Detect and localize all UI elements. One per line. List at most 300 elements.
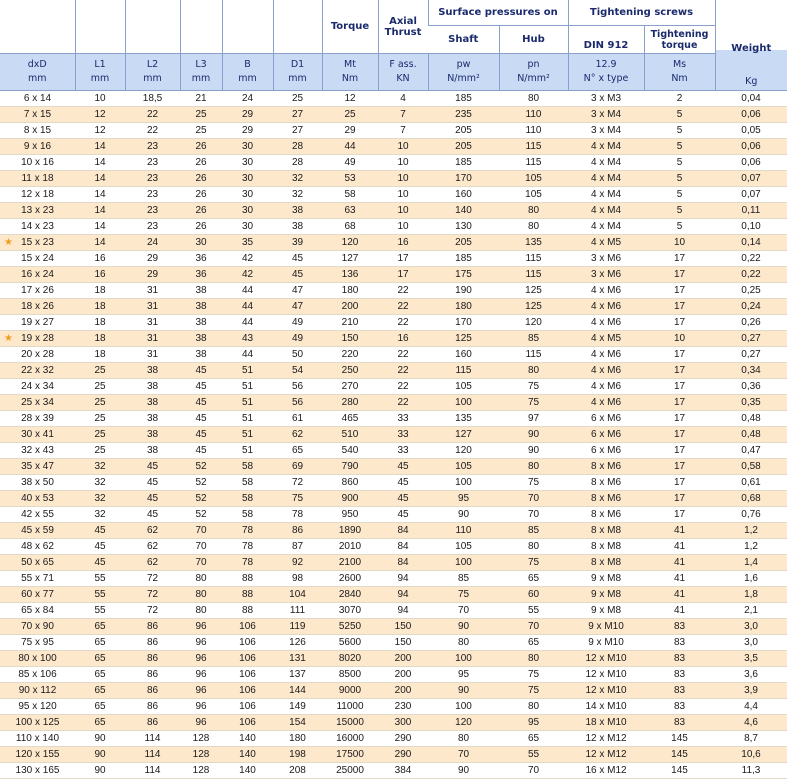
cell-value: 22: [397, 301, 409, 312]
table-row: [0, 715, 787, 731]
table-cell: [378, 667, 428, 683]
cell-value: 14: [94, 237, 106, 248]
cell-value: 17: [673, 365, 686, 376]
table-cell: [125, 219, 180, 235]
table-cell: [568, 571, 644, 587]
table-cell: [322, 555, 378, 571]
cell-value: 106: [239, 701, 256, 712]
column-unit: mm: [238, 73, 257, 84]
cell-value: 45 x 59: [21, 525, 54, 536]
cell-value: 0,27: [741, 333, 761, 344]
table-cell: [0, 235, 75, 251]
cell-value: 30: [241, 157, 254, 168]
column-name: Mt: [344, 59, 356, 70]
table-cell: [125, 187, 180, 203]
table-cell: [568, 555, 644, 571]
table-cell: [180, 91, 222, 107]
cell-value: 61: [291, 413, 304, 424]
cell-value: 120: [341, 237, 359, 248]
cell-value: 26: [195, 141, 207, 152]
cell-value: 19 x 28: [21, 333, 54, 344]
table-cell: [715, 283, 787, 299]
cell-value: 14: [94, 189, 106, 200]
cell-value: 85: [457, 573, 470, 584]
column-unit: Nm: [341, 73, 359, 84]
cell-value: 65: [94, 621, 106, 632]
cell-value: 27: [291, 109, 304, 120]
table-cell: [322, 331, 378, 347]
cell-value: 4: [400, 93, 406, 104]
cell-value: 47: [291, 285, 304, 296]
cell-value: 75: [527, 669, 540, 680]
table-cell: [715, 683, 787, 699]
cell-value: 45: [291, 253, 304, 264]
table-cell: [715, 427, 787, 443]
cell-value: 25: [195, 109, 207, 120]
table-cell: [0, 203, 75, 219]
cell-value: 106: [239, 637, 256, 648]
cell-value: 127: [455, 429, 472, 440]
cell-value: 96: [195, 653, 207, 664]
cell-value: 44: [241, 301, 254, 312]
table-cell: [0, 699, 75, 715]
cell-value: 5: [676, 221, 683, 232]
cell-value: 16: [94, 253, 106, 264]
cell-value: 4 x M6: [591, 381, 622, 392]
table-row: [0, 523, 787, 539]
table-cell: [273, 555, 322, 571]
table-cell: [428, 555, 499, 571]
table-cell: [125, 347, 180, 363]
cell-value: 80: [527, 541, 540, 552]
table-cell: [0, 523, 75, 539]
cell-value: 100: [455, 557, 472, 568]
cell-value: 185: [455, 157, 472, 168]
table-cell: [273, 251, 322, 267]
cell-value: 100: [455, 701, 472, 712]
cell-value: 3,6: [744, 669, 758, 680]
table-cell: [222, 219, 273, 235]
cell-value: 31: [146, 285, 159, 296]
cell-value: 150: [394, 637, 412, 648]
header-blank: [125, 0, 180, 54]
cell-value: 9 x M10: [588, 637, 624, 648]
cell-value: 14: [94, 141, 106, 152]
table-cell: [180, 699, 222, 715]
table-cell: [75, 603, 125, 619]
column-unit: N/mm²: [447, 73, 480, 84]
table-cell: [75, 587, 125, 603]
table-cell: [222, 395, 273, 411]
table-cell: [0, 395, 75, 411]
cell-value: 105: [525, 173, 542, 184]
cell-value: 50: [291, 349, 304, 360]
cell-value: 65: [94, 717, 106, 728]
cell-value: 52: [195, 461, 207, 472]
table-cell: [273, 155, 322, 171]
cell-value: 42: [241, 253, 254, 264]
table-cell: [273, 363, 322, 379]
cell-value: 88: [241, 573, 254, 584]
cell-value: 80: [527, 653, 540, 664]
cell-value: 88: [241, 605, 254, 616]
table-cell: [378, 347, 428, 363]
cell-value: 3,0: [744, 637, 758, 648]
cell-value: 160: [455, 349, 472, 360]
cell-value: 65: [94, 653, 106, 664]
cell-value: 20 x 28: [21, 349, 54, 360]
table-cell: [75, 155, 125, 171]
cell-value: 0,04: [741, 93, 761, 104]
table-cell: [180, 203, 222, 219]
cell-value: 38: [146, 445, 159, 456]
cell-value: 111: [289, 605, 306, 616]
table-row: [0, 347, 787, 363]
table-cell: [75, 507, 125, 523]
cell-value: 30 x 41: [21, 429, 54, 440]
cell-value: 83: [673, 717, 686, 728]
table-cell: [180, 715, 222, 731]
table-cell: [568, 379, 644, 395]
table-cell: [0, 107, 75, 123]
table-cell: [0, 299, 75, 315]
table-cell: [378, 315, 428, 331]
cell-value: 31: [146, 317, 159, 328]
table-row: [0, 571, 787, 587]
cell-value: 65: [527, 573, 540, 584]
table-cell: [378, 363, 428, 379]
table-cell: [428, 91, 499, 107]
table-cell: [428, 363, 499, 379]
table-cell: [0, 411, 75, 427]
cell-value: 75: [527, 685, 540, 696]
cell-value: 25: [94, 429, 106, 440]
table-cell: [568, 251, 644, 267]
table-cell: [378, 587, 428, 603]
cell-value: 19 x 27: [21, 317, 54, 328]
cell-value: 106: [239, 685, 256, 696]
cell-value: 25: [195, 125, 207, 136]
cell-value: 86: [291, 525, 304, 536]
table-cell: [222, 251, 273, 267]
cell-value: 10: [673, 333, 686, 344]
cell-value: 80: [527, 701, 540, 712]
cell-value: 84: [397, 525, 409, 536]
table-row: [0, 139, 787, 155]
table-cell: [180, 555, 222, 571]
table-cell: [428, 267, 499, 283]
cell-value: 0,27: [741, 349, 761, 360]
table-cell: [0, 683, 75, 699]
table-cell: [499, 699, 568, 715]
cell-value: 25: [344, 109, 356, 120]
table-cell: [568, 443, 644, 459]
table-cell: [180, 539, 222, 555]
cell-value: 49: [291, 317, 304, 328]
cell-value: 52: [195, 493, 207, 504]
cell-value: 78: [241, 525, 254, 536]
cell-value: 56: [291, 397, 304, 408]
table-cell: [568, 539, 644, 555]
cell-value: 70: [457, 749, 470, 760]
table-cell: [644, 443, 715, 459]
cell-value: 0,06: [741, 157, 761, 168]
cell-value: 2600: [338, 573, 362, 584]
cell-value: 180: [455, 301, 472, 312]
table-cell: [715, 251, 787, 267]
column-unit: N° x type: [583, 73, 629, 84]
cell-value: 17: [673, 477, 686, 488]
table-cell: [125, 251, 180, 267]
cell-value: 185: [455, 253, 472, 264]
table-cell: [428, 619, 499, 635]
table-cell: [644, 763, 715, 779]
cell-value: 51: [241, 445, 254, 456]
cell-value: 9 x 16: [23, 141, 52, 152]
cell-value: 62: [291, 429, 304, 440]
cell-value: 2,1: [744, 605, 758, 616]
cell-value: 4 x M4: [591, 205, 622, 216]
table-cell: [644, 699, 715, 715]
table-cell: [125, 331, 180, 347]
table-cell: [75, 427, 125, 443]
cell-value: 110: [525, 125, 542, 136]
table-cell: [273, 459, 322, 475]
cell-value: 38: [195, 301, 207, 312]
table-cell: [499, 555, 568, 571]
table-cell: [322, 91, 378, 107]
cell-value: 0,26: [741, 317, 761, 328]
table-cell: [222, 203, 273, 219]
table-cell: [125, 315, 180, 331]
tightening-torque-line-2: torque: [661, 39, 698, 51]
table-cell: [499, 331, 568, 347]
cell-value: 47: [291, 301, 304, 312]
table-cell: [0, 555, 75, 571]
table-row: [0, 315, 787, 331]
table-cell: [644, 651, 715, 667]
table-cell: [644, 107, 715, 123]
table-cell: [125, 603, 180, 619]
cell-value: 78: [241, 541, 254, 552]
cell-value: 45: [146, 509, 159, 520]
table-cell: [222, 315, 273, 331]
cell-value: 32: [94, 493, 106, 504]
table-cell: [0, 155, 75, 171]
cell-value: 92: [291, 557, 304, 568]
cell-value: 0,68: [741, 493, 761, 504]
cell-value: 44: [344, 141, 356, 152]
cell-value: 33: [397, 445, 409, 456]
table-cell: [125, 507, 180, 523]
cell-value: 26: [195, 189, 207, 200]
table-cell: [428, 539, 499, 555]
cell-value: 18,5: [142, 93, 163, 104]
cell-value: 6 x M6: [591, 413, 622, 424]
table-cell: [75, 107, 125, 123]
header-blank: [180, 0, 222, 54]
cell-value: 130 x 165: [15, 765, 60, 776]
cell-value: 58: [241, 493, 254, 504]
table-cell: [75, 235, 125, 251]
table-cell: [568, 315, 644, 331]
cell-value: 110: [525, 109, 542, 120]
cell-value: 4 x M6: [591, 317, 622, 328]
table-cell: [428, 155, 499, 171]
cell-value: 2010: [338, 541, 362, 552]
table-cell: [180, 315, 222, 331]
table-cell: [273, 715, 322, 731]
table-cell: [499, 715, 568, 731]
table-cell: [75, 187, 125, 203]
cell-value: 10: [397, 221, 409, 232]
table-row: [0, 683, 787, 699]
cell-value: 10: [397, 141, 409, 152]
cell-value: 55: [94, 573, 106, 584]
table-cell: [568, 667, 644, 683]
cell-value: 14 x 23: [21, 221, 54, 232]
table-cell: [222, 427, 273, 443]
cell-value: 30: [241, 189, 254, 200]
table-cell: [715, 155, 787, 171]
cell-value: 230: [394, 701, 412, 712]
table-cell: [644, 155, 715, 171]
cell-value: 33: [397, 429, 409, 440]
table-cell: [222, 267, 273, 283]
cell-value: 30: [195, 237, 207, 248]
cell-value: 28 x 39: [21, 413, 54, 424]
cell-value: 38: [146, 397, 159, 408]
table-cell: [322, 107, 378, 123]
cell-value: 220: [341, 349, 359, 360]
table-cell: [180, 571, 222, 587]
table-cell: [322, 299, 378, 315]
cell-value: 23: [146, 205, 159, 216]
table-row: [0, 123, 787, 139]
cell-value: 42: [241, 269, 254, 280]
table-cell: [428, 123, 499, 139]
cell-value: 4 x M4: [591, 189, 622, 200]
table-cell: [715, 587, 787, 603]
cell-value: 45: [397, 493, 409, 504]
cell-value: 29: [241, 109, 254, 120]
table-cell: [499, 683, 568, 699]
table-cell: [568, 139, 644, 155]
table-cell: [75, 123, 125, 139]
cell-value: 44: [241, 349, 254, 360]
cell-value: 170: [455, 173, 472, 184]
table-cell: [378, 539, 428, 555]
cell-value: 105: [455, 381, 472, 392]
cell-value: 65: [527, 637, 540, 648]
star-icon: ★: [4, 237, 13, 248]
table-cell: [499, 507, 568, 523]
cell-value: 45: [291, 269, 304, 280]
cell-value: 58: [241, 477, 254, 488]
cell-value: 7 x 15: [23, 109, 52, 120]
cell-value: 70: [457, 605, 470, 616]
table-cell: [715, 203, 787, 219]
table-cell: [222, 635, 273, 651]
cell-value: 65: [94, 637, 106, 648]
cell-value: 200: [341, 301, 359, 312]
cell-value: 80: [195, 573, 207, 584]
table-cell: [568, 427, 644, 443]
table-row: [0, 427, 787, 443]
cell-value: 72: [146, 573, 159, 584]
cell-value: 18: [94, 301, 106, 312]
cell-value: 24: [241, 93, 254, 104]
cell-value: 58: [344, 189, 356, 200]
table-cell: [499, 587, 568, 603]
cell-value: 4 x M4: [591, 221, 622, 232]
cell-value: 17: [673, 301, 686, 312]
table-cell: [428, 475, 499, 491]
cell-value: 128: [192, 749, 210, 760]
column-name: pn: [527, 59, 540, 70]
cell-value: 85 x 106: [18, 669, 57, 680]
cell-value: 72: [146, 589, 159, 600]
table-row: [0, 107, 787, 123]
table-cell: [378, 411, 428, 427]
cell-value: 22 x 32: [21, 365, 54, 376]
table-cell: [378, 331, 428, 347]
table-cell: [378, 619, 428, 635]
cell-value: 100: [455, 397, 472, 408]
table-cell: [499, 523, 568, 539]
table-cell: [568, 187, 644, 203]
cell-value: 80: [527, 221, 540, 232]
table-cell: [222, 107, 273, 123]
table-cell: [222, 331, 273, 347]
cell-value: 45: [397, 477, 409, 488]
cell-value: 0,48: [741, 429, 761, 440]
cell-value: 96: [195, 701, 207, 712]
table-cell: [273, 347, 322, 363]
table-cell: [322, 571, 378, 587]
cell-value: 80: [527, 365, 540, 376]
table-cell: [180, 171, 222, 187]
table-cell: [222, 651, 273, 667]
cell-value: 51: [241, 397, 254, 408]
weight-header: [715, 0, 787, 91]
table-cell: [499, 571, 568, 587]
table-cell: [644, 235, 715, 251]
table-cell: [568, 395, 644, 411]
table-cell: [378, 571, 428, 587]
cell-value: 100: [455, 477, 472, 488]
cell-value: 128: [192, 765, 210, 776]
cell-value: 41: [673, 541, 686, 552]
table-cell: [180, 219, 222, 235]
table-row: [0, 635, 787, 651]
table-cell: [222, 347, 273, 363]
table-cell: [75, 763, 125, 779]
table-cell: [644, 571, 715, 587]
column-name: L3: [195, 59, 207, 70]
cell-value: 0,34: [741, 365, 761, 376]
cell-value: 154: [289, 717, 306, 728]
table-cell: [273, 235, 322, 251]
table-cell: [715, 219, 787, 235]
cell-value: 52: [195, 477, 207, 488]
cell-value: 4 x M6: [591, 397, 622, 408]
table-row: [0, 299, 787, 315]
column-unit: Nm: [671, 73, 688, 84]
table-cell: [0, 443, 75, 459]
cell-value: 55: [527, 749, 540, 760]
table-cell: [499, 747, 568, 763]
